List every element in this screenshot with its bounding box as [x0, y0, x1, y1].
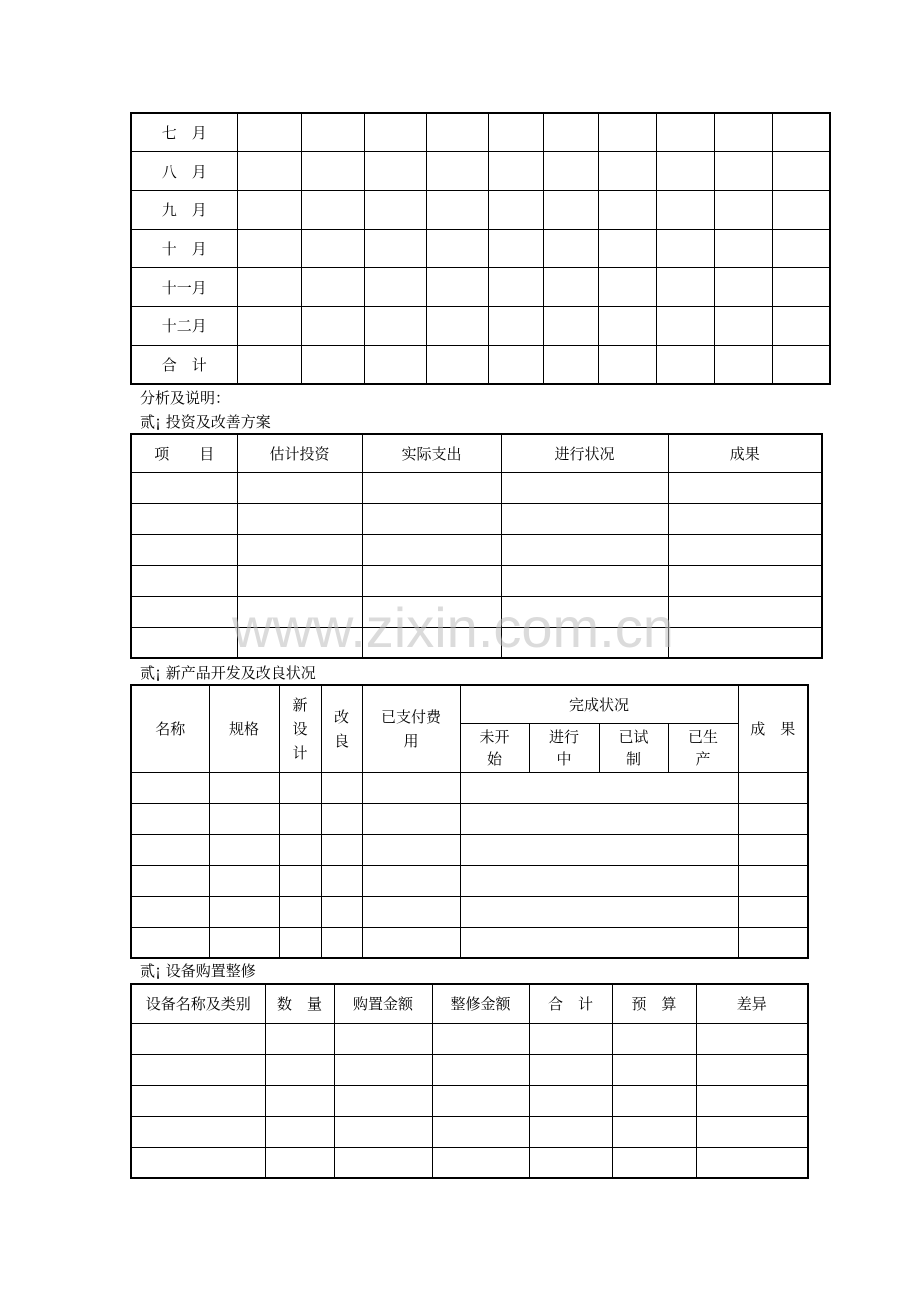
- table-cell: [209, 834, 279, 865]
- table-cell: [301, 345, 364, 384]
- table-cell: [488, 268, 543, 307]
- table-cell: [529, 1147, 612, 1178]
- table-cell: [738, 865, 808, 896]
- header-result: 成果: [668, 434, 822, 472]
- table-cell: [598, 268, 656, 307]
- header-trial-made: [599, 723, 668, 772]
- table-cell: [362, 772, 460, 803]
- table-cell: [656, 113, 714, 152]
- table-cell: [668, 472, 822, 503]
- table-cell: [668, 627, 822, 658]
- table-cell: [362, 534, 501, 565]
- header-trial-made-line: 已试: [618, 727, 649, 746]
- investment-header-row: [131, 434, 822, 472]
- table-cell: [364, 229, 426, 268]
- table-cell: [738, 896, 808, 927]
- table-cell: [656, 268, 714, 307]
- table-cell: [738, 803, 808, 834]
- table-row: [131, 1116, 808, 1147]
- table-cell: [131, 834, 209, 865]
- table-cell: [131, 1147, 265, 1178]
- table-cell: [543, 113, 598, 152]
- equipment-table: [130, 983, 809, 1179]
- table-cell: [237, 503, 362, 534]
- table-cell: [772, 268, 830, 307]
- table-cell: [460, 896, 738, 927]
- investment-section-title: 贰¡ 投资及改善方案: [140, 413, 271, 431]
- table-cell: [501, 627, 668, 658]
- table-cell: [237, 627, 362, 658]
- month-label: 七 月: [131, 113, 237, 152]
- month-label: 九 月: [131, 190, 237, 229]
- table-cell: [543, 229, 598, 268]
- table-cell: [131, 596, 237, 627]
- month-label: 十 月: [131, 229, 237, 268]
- table-cell: [656, 306, 714, 345]
- table-cell: [321, 865, 362, 896]
- table-cell: [265, 1116, 334, 1147]
- month-label: 八 月: [131, 152, 237, 191]
- table-cell: [265, 1147, 334, 1178]
- table-cell: [460, 803, 738, 834]
- header-new-design-line: 新: [292, 695, 308, 714]
- table-row: [131, 596, 822, 627]
- table-cell: [696, 1116, 808, 1147]
- table-cell: [362, 834, 460, 865]
- header-new-design-line: 设: [292, 719, 308, 738]
- table-cell: [738, 834, 808, 865]
- table-cell: [237, 472, 362, 503]
- equipment-section-title: 贰¡ 设备购置整修: [140, 962, 256, 980]
- month-row: [131, 345, 830, 384]
- table-cell: [612, 1116, 696, 1147]
- table-cell: [131, 1023, 265, 1054]
- header-trial-made-line: 制: [625, 749, 641, 768]
- table-cell: [426, 345, 488, 384]
- header-improvement-line: 良: [333, 731, 349, 750]
- table-cell: [529, 1116, 612, 1147]
- table-cell: [279, 927, 321, 958]
- table-cell: [209, 896, 279, 927]
- header-spec: 规格: [209, 685, 279, 772]
- table-cell: [334, 1085, 432, 1116]
- table-cell: [237, 113, 301, 152]
- header-improvement: [321, 685, 362, 772]
- header-in-progress: [529, 723, 599, 772]
- header-total: 合 计: [529, 984, 612, 1023]
- table-cell: [714, 268, 772, 307]
- table-cell: [714, 190, 772, 229]
- table-cell: [598, 152, 656, 191]
- table-cell: [334, 1147, 432, 1178]
- table-row: [131, 1023, 808, 1054]
- table-cell: [426, 113, 488, 152]
- table-cell: [772, 152, 830, 191]
- table-cell: [543, 306, 598, 345]
- table-row: [131, 865, 808, 896]
- header-purchase-amount: 购置金额: [334, 984, 432, 1023]
- table-cell: [460, 834, 738, 865]
- table-cell: [321, 803, 362, 834]
- table-cell: [529, 1023, 612, 1054]
- table-row: [131, 1085, 808, 1116]
- table-cell: [656, 152, 714, 191]
- header-quantity: 数 量: [265, 984, 334, 1023]
- header-item: 项 目: [131, 434, 237, 472]
- table-cell: [301, 229, 364, 268]
- table-row: [131, 534, 822, 565]
- table-cell: [131, 534, 237, 565]
- table-cell: [772, 190, 830, 229]
- header-not-started: [460, 723, 529, 772]
- table-cell: [362, 896, 460, 927]
- table-cell: [426, 306, 488, 345]
- table-cell: [501, 596, 668, 627]
- table-cell: [279, 834, 321, 865]
- table-cell: [432, 1023, 529, 1054]
- header-equipment-name-category: 设备名称及类别: [131, 984, 265, 1023]
- table-cell: [714, 345, 772, 384]
- table-row: [131, 503, 822, 534]
- header-repair-amount: 整修金额: [432, 984, 529, 1023]
- header-paid-cost-line: 已支付费: [380, 707, 441, 726]
- month-label: 十二月: [131, 306, 237, 345]
- table-cell: [501, 565, 668, 596]
- header-result: 成 果: [738, 685, 808, 772]
- table-cell: [460, 927, 738, 958]
- table-cell: [362, 803, 460, 834]
- table-cell: [668, 503, 822, 534]
- header-in-progress-line: 进行: [548, 727, 579, 746]
- table-row: [131, 927, 808, 958]
- table-cell: [301, 152, 364, 191]
- table-cell: [696, 1054, 808, 1085]
- table-cell: [543, 268, 598, 307]
- monthly-table-body: [131, 113, 830, 384]
- table-row: [131, 896, 808, 927]
- table-cell: [362, 927, 460, 958]
- table-cell: [301, 268, 364, 307]
- table-cell: [131, 1054, 265, 1085]
- table-cell: [131, 472, 237, 503]
- table-cell: [364, 113, 426, 152]
- table-cell: [362, 565, 501, 596]
- analysis-label: 分析及说明：: [140, 389, 231, 407]
- table-cell: [772, 113, 830, 152]
- header-name: 名称: [131, 685, 209, 772]
- table-cell: [209, 927, 279, 958]
- table-cell: [656, 345, 714, 384]
- table-cell: [279, 896, 321, 927]
- month-label: 十一月: [131, 268, 237, 307]
- table-cell: [321, 927, 362, 958]
- header-in-progress-line: 中: [556, 749, 572, 768]
- month-row: [131, 152, 830, 191]
- table-cell: [432, 1085, 529, 1116]
- table-cell: [301, 190, 364, 229]
- table-cell: [301, 113, 364, 152]
- header-budget: 预 算: [612, 984, 696, 1023]
- table-cell: [488, 306, 543, 345]
- table-cell: [131, 565, 237, 596]
- header-paid-cost: [362, 685, 460, 772]
- table-cell: [131, 627, 237, 658]
- table-cell: [714, 152, 772, 191]
- table-cell: [488, 229, 543, 268]
- investment-table: [130, 433, 823, 659]
- table-cell: [738, 927, 808, 958]
- header-paid-cost-line: 用: [403, 731, 419, 750]
- table-cell: [668, 596, 822, 627]
- table-cell: [460, 865, 738, 896]
- new-product-table: [130, 684, 809, 959]
- table-cell: [364, 268, 426, 307]
- table-cell: [426, 190, 488, 229]
- table-cell: [598, 190, 656, 229]
- table-cell: [714, 306, 772, 345]
- equipment-header-row: [131, 984, 808, 1023]
- table-row: [131, 565, 822, 596]
- table-row: [131, 627, 822, 658]
- table-cell: [364, 306, 426, 345]
- table-cell: [488, 113, 543, 152]
- table-cell: [301, 306, 364, 345]
- equipment-table-body: [131, 1023, 808, 1178]
- table-cell: [772, 229, 830, 268]
- table-cell: [131, 1116, 265, 1147]
- table-cell: [362, 627, 501, 658]
- header-in-production-line: 产: [695, 749, 711, 768]
- table-cell: [772, 306, 830, 345]
- table-cell: [362, 865, 460, 896]
- table-cell: [543, 190, 598, 229]
- table-row: [131, 1054, 808, 1085]
- header-completion-status: 完成状况: [460, 685, 738, 723]
- watermark: www.zixin.com.cn: [232, 596, 674, 659]
- new-product-header-row: [131, 685, 808, 723]
- table-cell: [714, 113, 772, 152]
- header-estimated-investment: 估计投资: [237, 434, 362, 472]
- table-row: [131, 1147, 808, 1178]
- table-cell: [612, 1054, 696, 1085]
- table-cell: [209, 865, 279, 896]
- table-cell: [426, 152, 488, 191]
- table-cell: [364, 345, 426, 384]
- investment-table-body: [131, 472, 822, 658]
- table-cell: [656, 190, 714, 229]
- table-cell: [772, 345, 830, 384]
- table-cell: [501, 472, 668, 503]
- table-cell: [668, 565, 822, 596]
- table-cell: [612, 1023, 696, 1054]
- table-cell: [364, 190, 426, 229]
- table-cell: [432, 1147, 529, 1178]
- table-cell: [334, 1116, 432, 1147]
- table-cell: [131, 772, 209, 803]
- header-new-design-line: 计: [292, 743, 308, 762]
- table-cell: [237, 229, 301, 268]
- table-cell: [131, 896, 209, 927]
- month-row: [131, 113, 830, 152]
- table-cell: [501, 503, 668, 534]
- month-row: [131, 190, 830, 229]
- month-label: 合 计: [131, 345, 237, 384]
- table-cell: [364, 152, 426, 191]
- table-cell: [334, 1023, 432, 1054]
- table-row: [131, 472, 822, 503]
- table-cell: [612, 1147, 696, 1178]
- table-cell: [321, 772, 362, 803]
- table-cell: [279, 772, 321, 803]
- table-cell: [362, 596, 501, 627]
- table-row: [131, 772, 808, 803]
- table-cell: [362, 472, 501, 503]
- table-cell: [334, 1054, 432, 1085]
- table-cell: [237, 306, 301, 345]
- table-cell: [598, 345, 656, 384]
- header-not-started-line: 始: [486, 749, 502, 768]
- header-improvement-line: 改: [333, 707, 349, 726]
- table-cell: [321, 896, 362, 927]
- table-cell: [696, 1023, 808, 1054]
- table-cell: [279, 803, 321, 834]
- month-row: [131, 229, 830, 268]
- table-cell: [237, 534, 362, 565]
- header-in-production-line: 已生: [688, 727, 719, 746]
- table-cell: [321, 834, 362, 865]
- table-cell: [237, 345, 301, 384]
- header-in-production: [668, 723, 738, 772]
- table-cell: [432, 1054, 529, 1085]
- table-cell: [738, 772, 808, 803]
- month-row: [131, 268, 830, 307]
- table-cell: [265, 1023, 334, 1054]
- table-cell: [714, 229, 772, 268]
- table-cell: [209, 772, 279, 803]
- table-cell: [362, 503, 501, 534]
- table-cell: [668, 534, 822, 565]
- table-cell: [598, 113, 656, 152]
- table-cell: [265, 1054, 334, 1085]
- table-row: [131, 803, 808, 834]
- table-cell: [656, 229, 714, 268]
- table-cell: [696, 1147, 808, 1178]
- table-row: [131, 834, 808, 865]
- table-cell: [131, 803, 209, 834]
- table-cell: [488, 190, 543, 229]
- table-cell: [529, 1054, 612, 1085]
- table-cell: [598, 306, 656, 345]
- new-product-table-body: [131, 772, 808, 958]
- table-cell: [131, 503, 237, 534]
- table-cell: [696, 1085, 808, 1116]
- header-progress-status: 进行状况: [501, 434, 668, 472]
- monthly-table: [130, 112, 831, 385]
- table-cell: [460, 772, 738, 803]
- table-cell: [237, 565, 362, 596]
- table-cell: [237, 268, 301, 307]
- table-cell: [501, 534, 668, 565]
- header-difference: 差异: [696, 984, 808, 1023]
- header-not-started-line: 未开: [479, 727, 510, 746]
- table-cell: [265, 1085, 334, 1116]
- new-product-section-title: 贰¡ 新产品开发及改良状况: [140, 664, 316, 682]
- table-cell: [612, 1085, 696, 1116]
- table-cell: [131, 927, 209, 958]
- table-cell: [237, 152, 301, 191]
- table-cell: [432, 1116, 529, 1147]
- table-cell: [488, 152, 543, 191]
- table-cell: [543, 152, 598, 191]
- table-cell: [598, 229, 656, 268]
- table-cell: [426, 229, 488, 268]
- month-row: [131, 306, 830, 345]
- header-actual-expense: 实际支出: [362, 434, 501, 472]
- table-cell: [279, 865, 321, 896]
- table-cell: [209, 803, 279, 834]
- table-cell: [529, 1085, 612, 1116]
- table-cell: [237, 190, 301, 229]
- header-new-design: [279, 685, 321, 772]
- table-cell: [426, 268, 488, 307]
- table-cell: [543, 345, 598, 384]
- table-cell: [237, 596, 362, 627]
- table-cell: [488, 345, 543, 384]
- table-cell: [131, 1085, 265, 1116]
- table-cell: [131, 865, 209, 896]
